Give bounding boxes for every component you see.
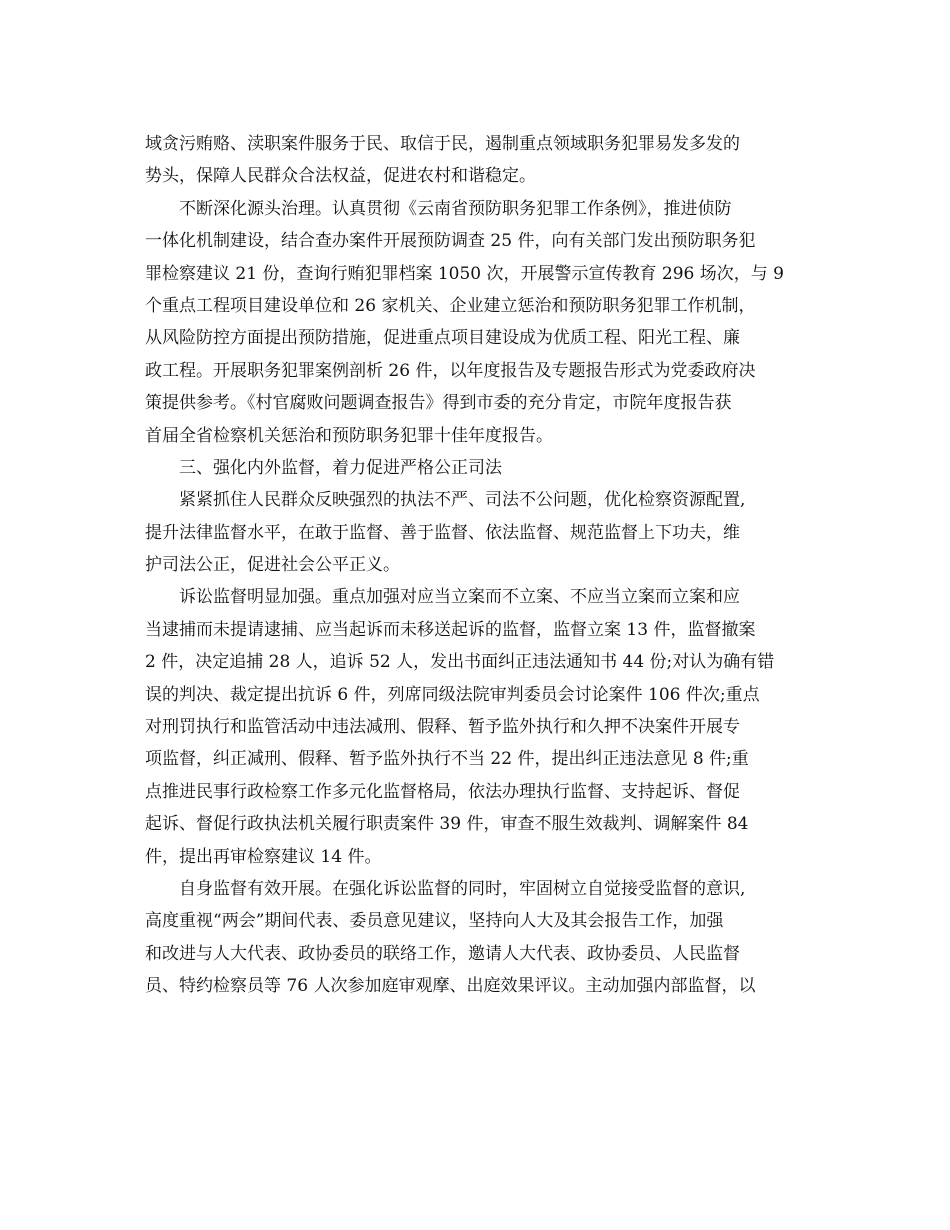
text-line: 当逮捕而未提请逮捕、应当起诉而未移送起诉的监督，监督立案 13 件，监督撤案 [145, 619, 756, 640]
text-line: 紧紧抓住人民群众反映强烈的执法不严、司法不公问题，优化检察资源配置, [179, 490, 746, 511]
text-line: 个重点工程项目建设单位和 26 家机关、企业建立惩治和预防职务犯罪工作机制， [145, 295, 756, 316]
text-line: 首届全省检察机关惩治和预防职务犯罪十佳年度报告。 [145, 425, 553, 446]
text-line: 件，提出再审检察建议 14 件。 [145, 846, 382, 867]
text-line: 政工程。开展职务犯罪案例剖析 26 件，以年度报告及专题报告形式为党委政府决 [145, 360, 756, 381]
text-line: 起诉、督促行政执法机关履行职责案件 39 件，审查不服生效裁判、调解案件 84 [145, 814, 749, 835]
text-line: 域贪污贿赂、渎职案件服务于民、取信于民，遏制重点领域职务犯罪易发多发的 [145, 134, 740, 154]
text-line: 和改进与人大代表、政协委员的联络工作，邀请人大代表、政协委员、人民监督 [145, 943, 740, 964]
text-line: 不断深化源头治理。认真贯彻《云南省预防职务犯罪工作条例》，推进侦防 [179, 198, 732, 219]
text-line: 对刑罚执行和监管活动中违法减刑、假释、暂予监外执行和久押不决案件开展专 [145, 717, 740, 738]
text-line: 三、强化内外监督，着力促进严格公正司法 [179, 457, 502, 478]
text-line: 员、特约检察员等 76 人次参加庭审观摩、出庭效果评议。主动加强内部监督，以 [145, 976, 756, 997]
text-line: 罪检察建议 21 份，查询行贿犯罪档案 1050 次，开展警示宣传教育 296 场次，与 9 [145, 263, 784, 284]
text-line: 2 件，决定追捕 28 人，追诉 52 人，发出书面纠正违法通知书 44 份;对认为确有错 [145, 652, 775, 673]
text-line: 诉讼监督明显加强。重点加强对应当立案而不立案、不应当立案而立案和应 [179, 587, 740, 608]
text-line: 项监督，纠正减刑、假释、暂予监外执行不当 22 件，提出纠正违法意见 8 件;重 [145, 749, 749, 770]
text-line: 一体化机制建设，结合查办案件开展预防调查 25 件，向有关部门发出预防职务犯 [145, 231, 756, 252]
text-line: 点推进民事行政检察工作多元化监督格局，依法办理执行监督、支持起诉、督促 [145, 781, 740, 802]
text-line: 势头，保障人民群众合法权益，促进农村和谐稳定。 [145, 166, 536, 187]
text-line: 护司法公正，促进社会公平正义。 [145, 555, 400, 576]
text-line: 从风险防控方面提出预防措施，促进重点项目建设成为优质工程、阳光工程、廉 [145, 328, 740, 349]
text-line: 提升法律监督水平，在敢于监督、善于监督、依法监督、规范监督上下功夫，维 [145, 522, 740, 543]
text-line: 误的判决、裁定提出抗诉 6 件，列席同级法院审判委员会讨论案件 106 件次;重点 [145, 684, 760, 705]
document-body [145, 128, 805, 1003]
text-line: 策提供参考。《村官腐败问题调查报告》得到市委的充分肯定，市院年度报告获 [145, 393, 732, 414]
text-line: 高度重视“两会”期间代表、委员意见建议，坚持向人大及其会报告工作，加强 [145, 911, 724, 932]
text-line: 自身监督有效开展。在强化诉讼监督的同时，牢固树立自觉接受监督的意识, [179, 878, 746, 899]
